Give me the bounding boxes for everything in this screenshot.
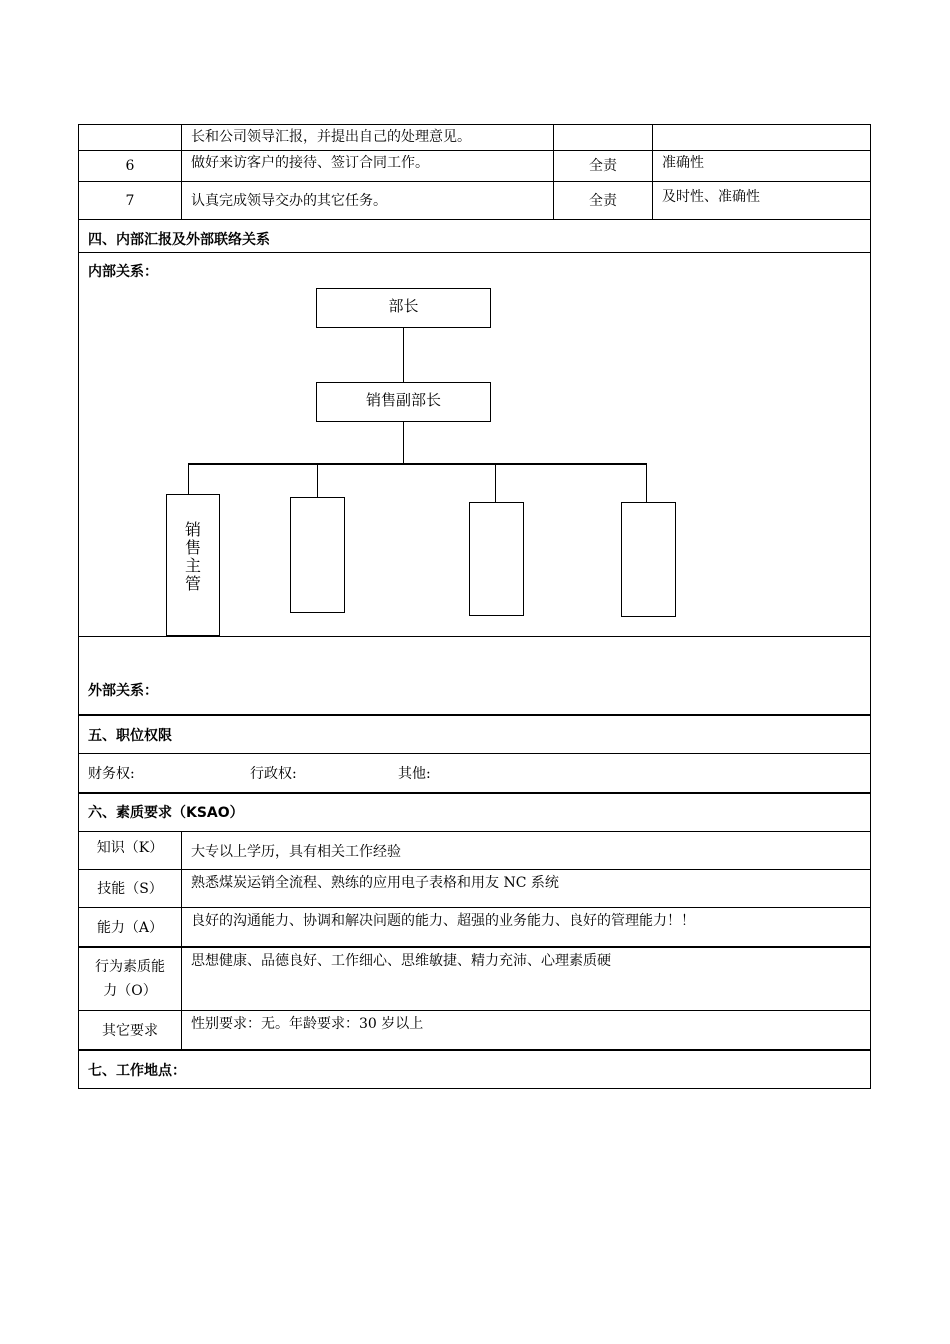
- org-box-label-char: 管: [184, 574, 201, 593]
- duty-responsibility: 全责: [589, 158, 617, 174]
- org-box-label: 部长: [388, 297, 419, 315]
- ksao-value: 性别要求：无。年龄要求：30 岁以上: [191, 1016, 424, 1032]
- duty-criteria: 及时性、准确性: [662, 189, 760, 205]
- finance-authority: 财务权:: [88, 766, 135, 782]
- ksao-value: 良好的沟通能力、协调和解决问题的能力、超强的业务能力、良好的管理能力！！: [191, 913, 695, 929]
- org-box-empty: [469, 502, 524, 616]
- org-box-label: 销售副部长: [365, 391, 441, 409]
- ksao-value: 熟悉煤炭运销全流程、熟练的应用电子表格和用友 NC 系统: [191, 875, 559, 891]
- org-box-label-char: 售: [184, 538, 201, 557]
- ksao-label: 能力（A）: [96, 920, 164, 936]
- ksao-value: 大专以上学历，具有相关工作经验: [191, 844, 401, 860]
- org-box-empty: [290, 497, 345, 613]
- ksao-label: 技能（S）: [97, 881, 163, 897]
- org-box-sales-supervisor: [166, 494, 220, 636]
- external-relations-label: 外部关系：: [88, 683, 158, 699]
- ksao-label: 其它要求: [102, 1023, 158, 1039]
- duty-num: 6: [125, 158, 135, 174]
- ksao-label: 力（O）: [103, 983, 157, 999]
- duty-task: 做好来访客户的接待、签订合同工作。: [191, 155, 429, 171]
- org-box-label-char: 销: [184, 520, 201, 539]
- duty-num: 7: [125, 193, 135, 209]
- section-title-ksao: 六、素质要求（KSAO）: [88, 805, 244, 821]
- section-title-location: 七、工作地点：: [88, 1063, 186, 1079]
- duty-responsibility: 全责: [589, 193, 617, 209]
- ksao-value: 思想健康、品德良好、工作细心、思维敏捷、精力充沛、心理素质硬: [191, 953, 611, 969]
- other-authority: 其他:: [398, 766, 431, 782]
- org-box-minister: [316, 288, 491, 328]
- ksao-label: 知识（K）: [96, 840, 164, 856]
- duty-criteria: 准确性: [662, 155, 704, 171]
- org-box-deputy-minister: [316, 382, 491, 422]
- duty-task: 长和公司领导汇报，并提出自己的处理意见。: [191, 129, 471, 145]
- org-box-label-char: 主: [184, 556, 201, 575]
- org-box-empty: [621, 502, 676, 617]
- internal-relations-label: 内部关系：: [88, 264, 158, 280]
- ksao-label: 行为素质能: [95, 959, 165, 975]
- section-title-authority: 五、职位权限: [88, 728, 172, 744]
- section-title-reporting: 四、内部汇报及外部联络关系: [88, 232, 270, 248]
- admin-authority: 行政权:: [250, 766, 297, 782]
- duty-task: 认真完成领导交办的其它任务。: [191, 193, 387, 209]
